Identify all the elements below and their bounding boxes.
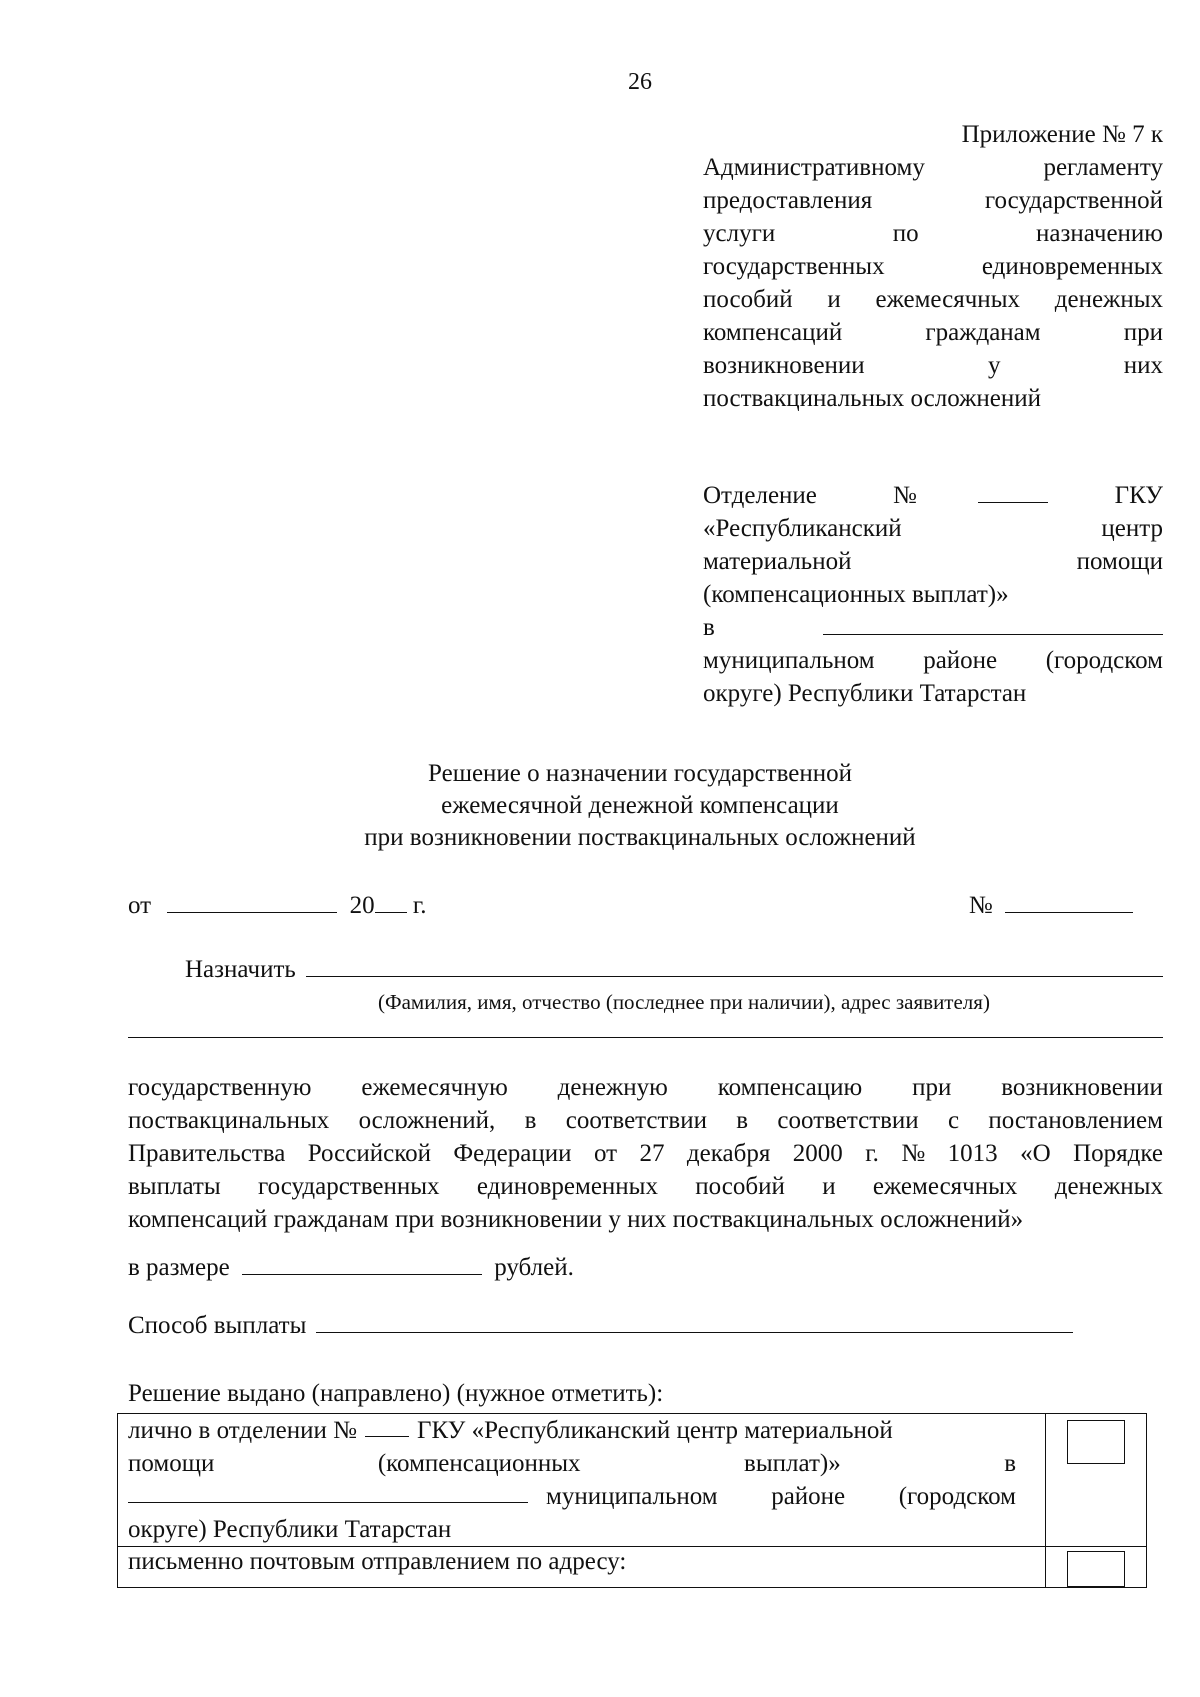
- annex-line: Административному регламенту: [703, 154, 1163, 181]
- department-number-blank[interactable]: [978, 480, 1048, 503]
- annex-line: предоставления государственной: [703, 187, 1163, 214]
- annex-line: компенсаций гражданам при: [703, 319, 1163, 346]
- applicant-name-blank[interactable]: [306, 954, 1163, 977]
- applicant-hint: (Фамилия, имя, отчество (последнее при наличии), адрес заявителя): [378, 990, 990, 1014]
- annex-title: Приложение № 7 к: [961, 121, 1163, 148]
- delivery-option-in-person: лично в отделении № ГКУ «Республиканский центр материальной помощи (компенсационных выплат)» в муниципальном районе (городском округе) Республики Татарстан: [118, 1414, 1147, 1547]
- assign-row: [185, 954, 1163, 986]
- annex-line: государственных единовременных: [703, 253, 1163, 280]
- date-blank[interactable]: [167, 890, 337, 913]
- delivery-heading: Решение выдано (направлено) (нужное отметить):: [128, 1380, 664, 1407]
- delivery-option-mail: письменно почтовым отправлением по адресу:: [118, 1547, 1147, 1588]
- annex-line: пособий и ежемесячных денежных: [703, 286, 1163, 313]
- page-number: 26: [628, 69, 652, 95]
- payment-method-row: Способ выплаты: [128, 1310, 1073, 1342]
- department-block: Отделение № ГКУ «Республиканский центр материальной помощи (компенсационных выплат)» в муниципальном районе (городском округе) Республики Татарстан: [703, 482, 1163, 707]
- decision-number-blank[interactable]: [1005, 890, 1133, 913]
- main-paragraph: государственную ежемесячную денежную компенсацию при возникновении поствакцинальных осложнений, в соответствии в соответствии с постановлением Правительства Российской Федерации от 27 декабря 2000 г. № 1013 «О Порядке выплаты государственных единовременных пособий и ежемесячных денежных компенсаций гражданам при возникновении у них поствакцинальных осложнений»: [128, 1074, 1163, 1233]
- annex-text: [703, 152, 1163, 416]
- decision-title: Решение о назначении государственной ежемесячной денежной компенсации при возникновении поствакцинальных осложнений: [364, 760, 916, 851]
- delivery-options-table: [117, 1413, 1147, 1588]
- office-district-blank[interactable]: [128, 1480, 528, 1503]
- payment-method-blank[interactable]: [316, 1310, 1073, 1333]
- annex-line: услуги по назначению: [703, 220, 1163, 247]
- date-row: от 20 г. №: [128, 890, 1163, 922]
- amount-blank[interactable]: [242, 1252, 482, 1275]
- checkbox-mail[interactable]: [1067, 1551, 1125, 1587]
- annex-line: возникновении у них: [703, 352, 1163, 379]
- applicant-address-blank[interactable]: [128, 1037, 1163, 1038]
- year-blank[interactable]: [375, 890, 407, 913]
- office-number-blank[interactable]: [365, 1414, 409, 1437]
- district-blank[interactable]: [823, 612, 1163, 635]
- amount-row: в размере рублей.: [128, 1254, 574, 1281]
- assign-label: Назначить: [185, 956, 296, 983]
- checkbox-in-person[interactable]: [1067, 1420, 1125, 1464]
- annex-line: поствакцинальных осложнений: [703, 385, 1041, 412]
